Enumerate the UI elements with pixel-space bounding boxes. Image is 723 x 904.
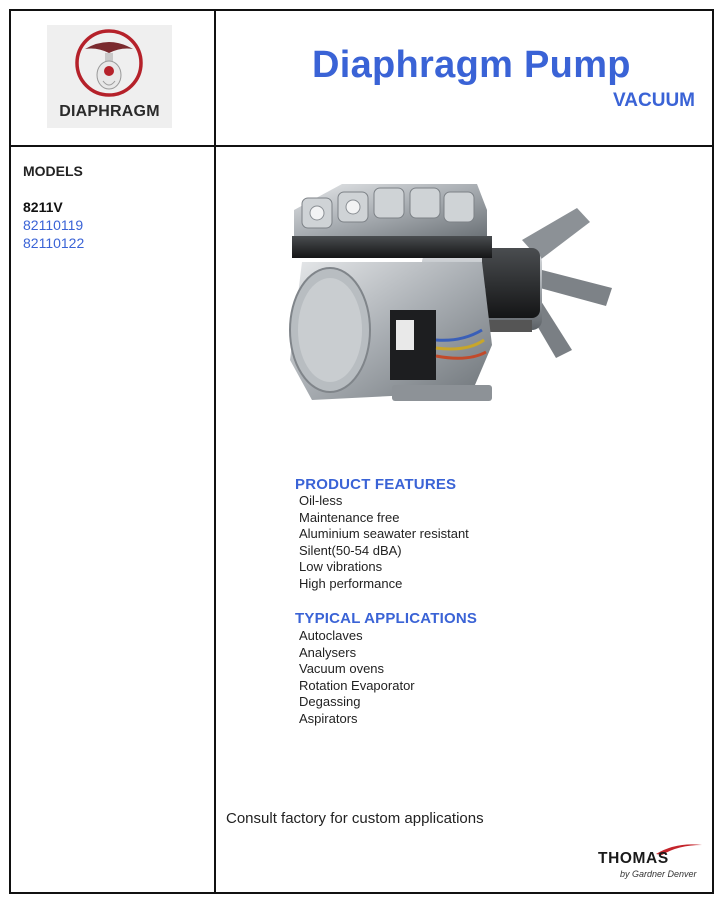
application-item: Rotation Evaporator [299, 677, 415, 693]
model-variant-link[interactable]: 82110122 [23, 235, 85, 251]
main-model: 8211V [23, 199, 63, 215]
features-heading: PRODUCT FEATURES [295, 476, 457, 493]
application-item: Degassing [299, 694, 361, 710]
models-heading: MODELS [23, 163, 83, 179]
feature-item: Aluminium seawater resistant [299, 526, 469, 542]
feature-item: Maintenance free [299, 509, 400, 525]
model-variant-link[interactable]: 82110119 [23, 217, 84, 233]
diaphragm-pump-icon [272, 170, 622, 420]
logo-label: DIAPHRAGM [59, 103, 160, 120]
page-subtitle: VACUUM [613, 90, 695, 111]
page-title: Diaphragm Pump [312, 44, 631, 86]
application-item: Aspirators [299, 710, 358, 726]
feature-item: High performance [299, 575, 403, 591]
thomas-logo [596, 838, 706, 884]
feature-item: Low vibrations [299, 559, 383, 575]
application-item: Analysers [299, 644, 357, 660]
header-divider [9, 145, 714, 147]
product-image [272, 170, 622, 420]
applications-heading: TYPICAL APPLICATIONS [295, 610, 478, 627]
diaphragm-logo [47, 25, 172, 128]
brand-subtitle: by Gardner Denver [620, 869, 697, 879]
applications-list [299, 628, 415, 728]
brand-name: THOMAS [598, 850, 669, 867]
model-variants [23, 216, 84, 252]
features-list [299, 493, 469, 593]
column-divider [214, 9, 216, 894]
application-item: Vacuum ovens [299, 661, 385, 677]
page-frame [9, 9, 714, 894]
feature-item: Silent(50-54 dBA) [299, 542, 402, 558]
feature-item: Oil-less [299, 493, 343, 508]
application-item: Autoclaves [299, 628, 363, 643]
diaphragm-logo-icon [47, 25, 172, 105]
consult-note: Consult factory for custom applications [226, 810, 484, 827]
